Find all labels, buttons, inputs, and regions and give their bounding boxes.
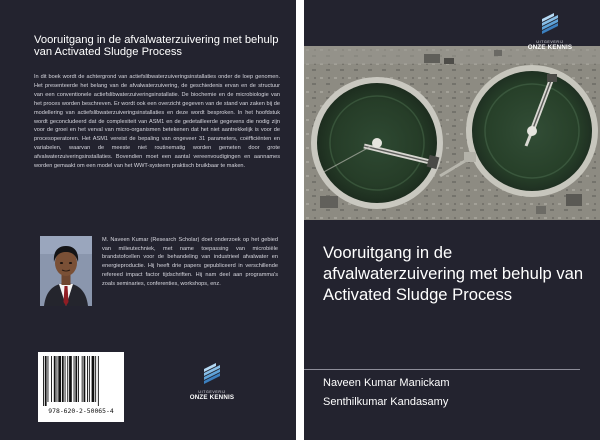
- book-description: In dit boek wordt de achtergrond van actiefslibwaterzuiveringsinstallaties onder de loep genomen. Het presenteerde het belang van de afvalwaterzuivering, de geschiedenis ervan en de structuur van een conventionele actiefslibwaterzuiveringsinstallatie. De biochemie en de microbiologie van het proces worden beschreven. Er wordt ook een overzicht gegeven van de stand van zaken bij de modellering van actiefslibwaterzuiveringsinstallaties en deze wordt besproken. In het hoofdstuk wordt geconcludeerd dat de complexiteit van ASM1 en de gedetailleerde gegevens die nodig zijn voor de groei en het verval van micro-organismen betekenen dat het niet aantrekkelijk is voor de procesoperatoren. Het ASM1 vereist de bepaling van ongeveer 31 parameters, coëfficiënten en variabelen, waarvan de meeste niet routinematig worden gemeten door grote afvalwaterzuiveringsinstallaties. Bovendien moet een aantal vereenvoudigingen en aannames worden gemaakt om een model van het WWT-systeem praktisch bruikbaar te maken.: [34, 74, 280, 170]
- author-photo: [40, 236, 92, 306]
- barcode-bar: [54, 356, 56, 402]
- barcode-bar: [87, 356, 88, 402]
- stacked-book-wedge-icon: [200, 362, 224, 384]
- clarifier-tanks-aerial-photo: [304, 46, 600, 220]
- barcode-bar: [62, 356, 64, 402]
- author-portrait-icon: [40, 236, 92, 306]
- publisher-logo-front: [518, 12, 582, 56]
- barcode-bar: [57, 356, 58, 402]
- stacked-book-wedge-icon: [538, 12, 562, 34]
- publisher-label: UITGEVERIJ: [536, 40, 564, 44]
- barcode-bar: [92, 356, 95, 402]
- publisher-name: ONZE KENNIS: [527, 44, 573, 51]
- publisher-logo-back: [180, 362, 244, 406]
- barcode-bar: [74, 356, 75, 402]
- barcode-bar: [48, 356, 49, 402]
- barcode-bar: [65, 356, 66, 402]
- barcode-bar: [82, 356, 83, 402]
- barcode-bar: [67, 356, 68, 402]
- barcode-bar: [75, 356, 77, 402]
- barcode-bar: [89, 356, 90, 402]
- publisher-name: ONZE KENNIS: [189, 394, 235, 401]
- wastewater-plant-photo: [304, 46, 600, 220]
- title-divider: [304, 369, 580, 370]
- back-cover-title: Vooruitgang in de afvalwaterzuivering met behulp van Activated Sludge Process: [34, 34, 279, 58]
- isbn-barcode: [38, 352, 124, 422]
- barcode-bar: [58, 356, 61, 402]
- barcode-bar: [98, 356, 99, 406]
- barcode-bar: [84, 356, 86, 402]
- back-cover: [0, 0, 296, 440]
- publisher-label: UITGEVERIJ: [198, 390, 226, 394]
- barcode-bar: [69, 356, 72, 402]
- barcode-bar: [43, 356, 44, 406]
- barcode-bar: [45, 356, 47, 406]
- isbn-number: 978-620-2-50065-4: [48, 407, 114, 415]
- author-name: Senthilkumar Kandasamy: [323, 396, 449, 408]
- author-biography: M. Naveen Kumar (Research Scholar) doet onderzoek op het gebied van milieutechniek, met name toepassing van microbiële brandstofcellen voor de behandeling van industrieel afvalwater en energieproductie. Hij heeft drie papers gepubliceerd in verschillende refereed impact factor tijdschriften. Hij nam deel aan programma's zoals seminaries, conferenties, workshops, enz.: [102, 237, 278, 287]
- barcode-bar: [51, 356, 52, 402]
- author-name: Naveen Kumar Manickam: [323, 377, 450, 389]
- barcode-bar: [95, 356, 96, 402]
- barcode-icon: [38, 352, 124, 407]
- book-spine: [296, 0, 304, 440]
- barcode-bar: [78, 356, 79, 402]
- front-cover-title: Vooruitgang in de afvalwaterzuivering met behulp van Activated Sludge Process: [323, 243, 584, 304]
